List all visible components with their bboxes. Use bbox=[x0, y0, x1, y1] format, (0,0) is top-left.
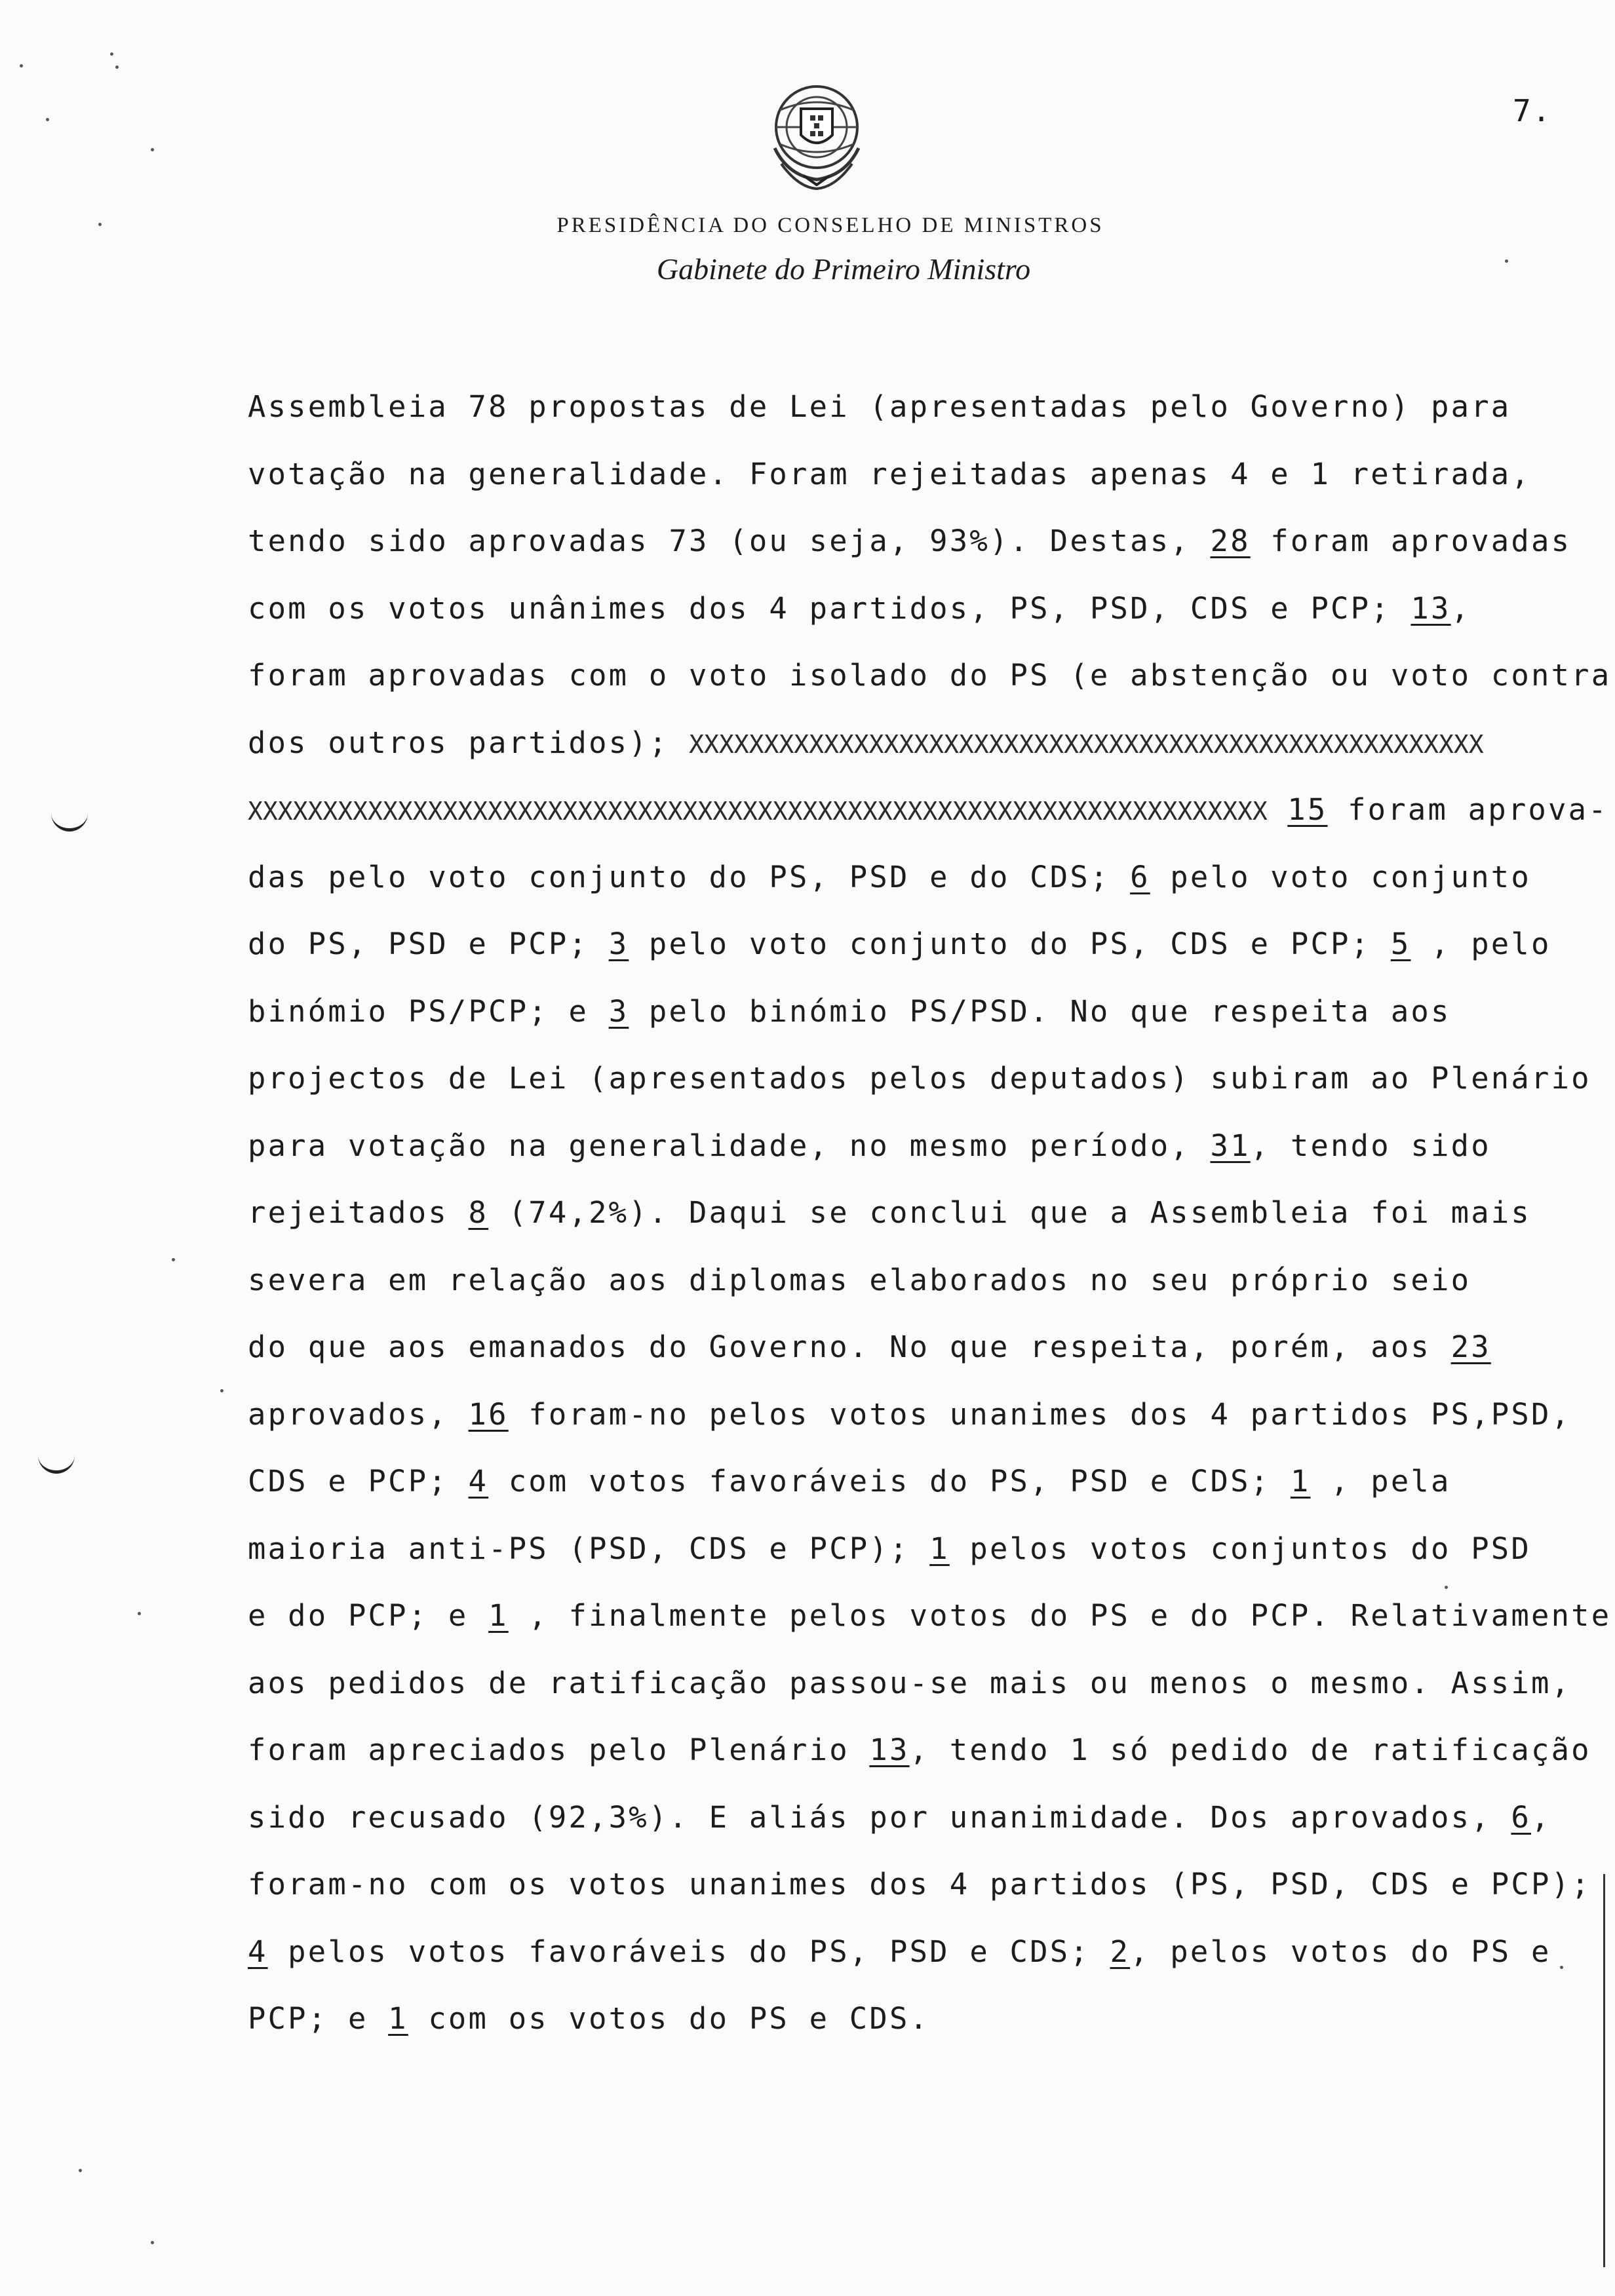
coat-of-arms-icon bbox=[762, 77, 872, 194]
text-line: foram-no com os votos unanimes dos 4 partidos (PS, PSD, CDS e PCP); bbox=[248, 1867, 1591, 1902]
text-line: CDS e PCP; 4 com votos favoráveis do PS, PSD e CDS; 1 , pela bbox=[248, 1464, 1451, 1499]
scan-speck bbox=[1505, 259, 1508, 263]
scan-edge-line bbox=[1603, 1874, 1605, 2267]
underlined-number: 31 bbox=[1210, 1128, 1251, 1163]
underlined-number: 23 bbox=[1450, 1330, 1491, 1364]
underlined-number: 1 bbox=[488, 1598, 509, 1633]
text-line: aprovados, 16 foram-no pelos votos unanimes dos 4 partidos PS,PSD, bbox=[248, 1396, 1572, 1432]
underlined-number: 16 bbox=[468, 1396, 509, 1432]
underlined-number: 1 bbox=[388, 2001, 408, 2036]
struck-out-text: XXXXXXXXXXXXXXXXXXXXXXXXXXXXXXXXXXXXXXXXXXXXXXXXXXXXX bbox=[689, 729, 1484, 759]
text-line: rejeitados 8 (74,2%). Daqui se conclui que a Assembleia foi mais bbox=[248, 1195, 1531, 1230]
text-line: projectos de Lei (apresentados pelos deputados) subiram ao Plenário bbox=[248, 1061, 1591, 1096]
underlined-number: 4 bbox=[248, 1934, 268, 1969]
text-line: e do PCP; e 1 , finalmente pelos votos do PS e do PCP. Relativamente bbox=[248, 1598, 1612, 1633]
page-number: 7. bbox=[1513, 93, 1552, 128]
underlined-number: 5 bbox=[1390, 927, 1411, 961]
text-line: sido recusado (92,3%). E aliás por unanimidade. Dos aprovados, 6, bbox=[248, 1799, 1551, 1835]
text-line: para votação na generalidade, no mesmo período, 31, tendo sido bbox=[248, 1128, 1491, 1163]
scan-speck bbox=[138, 1612, 141, 1615]
underlined-number: 13 bbox=[1411, 590, 1451, 626]
text-line: foram aprovadas com o voto isolado do PS (e abstenção ou voto contra bbox=[248, 658, 1612, 693]
struck-out-text: XXXXXXXXXXXXXXXXXXXXXXXXXXXXXXXXXXXXXXXXXXXXXXXXXXXXXXXXXXXXXXXXXXXX bbox=[248, 797, 1268, 826]
header-office: Gabinete do Primeiro Ministro bbox=[656, 252, 1031, 286]
underlined-number: 1 bbox=[1290, 1464, 1311, 1499]
document-body bbox=[248, 373, 1612, 2053]
scan-speck bbox=[220, 1389, 224, 1392]
underlined-number: 28 bbox=[1210, 524, 1251, 558]
scan-speck bbox=[115, 66, 119, 69]
underlined-number: 13 bbox=[869, 1732, 910, 1767]
underlined-number: 3 bbox=[608, 993, 629, 1029]
scan-speck bbox=[151, 148, 154, 151]
scan-speck bbox=[172, 1258, 175, 1261]
text-line: XXXXXXXXXXXXXXXXXXXXXXXXXXXXXXXXXXXXXXXXXXXXXXXXXXXXXXXXXXXXXXXXXXXX 15 foram aprova- bbox=[248, 792, 1608, 827]
text-line: das pelo voto conjunto do PS, PSD e do CDS; 6 pelo voto conjunto bbox=[248, 859, 1531, 894]
scan-speck bbox=[79, 2169, 82, 2172]
text-line: 4 pelos votos favoráveis do PS, PSD e CDS; 2, pelos votos do PS e bbox=[248, 1934, 1551, 1969]
text-line: com os votos unânimes dos 4 partidos, PS, PSD, CDS e PCP; 13, bbox=[248, 590, 1471, 626]
underlined-number: 6 bbox=[1511, 1799, 1531, 1835]
header-institution: PRESIDÊNCIA DO CONSELHO DE MINISTROS bbox=[556, 214, 1104, 237]
text-line: maioria anti-PS (PSD, CDS e PCP); 1 pelos votos conjuntos do PSD bbox=[248, 1531, 1531, 1566]
text-line: severa em relação aos diplomas elaborados no seu próprio seio bbox=[248, 1262, 1471, 1297]
text-line: do PS, PSD e PCP; 3 pelo voto conjunto do PS, CDS e PCP; 5 , pelo bbox=[248, 927, 1551, 961]
text-line: tendo sido aprovadas 73 (ou seja, 93%). Destas, 28 foram aprovadas bbox=[248, 524, 1572, 558]
underlined-number: 6 bbox=[1130, 859, 1150, 894]
text-line: foram apreciados pelo Plenário 13, tendo 1 só pedido de ratificação bbox=[248, 1732, 1591, 1767]
scan-speck bbox=[20, 64, 23, 67]
scan-speck bbox=[46, 118, 49, 121]
text-line: binómio PS/PCP; e 3 pelo binómio PS/PSD. No que respeita aos bbox=[248, 993, 1451, 1029]
scan-speck bbox=[151, 2241, 154, 2244]
text-line: dos outros partidos); XXXXXXXXXXXXXXXXXXXXXXXXXXXXXXXXXXXXXXXXXXXXXXXXXXXXX bbox=[248, 725, 1484, 760]
punch-hole-mark bbox=[51, 802, 88, 832]
scan-speck bbox=[98, 223, 102, 226]
scan-speck bbox=[1560, 1966, 1563, 1969]
underlined-number: 3 bbox=[608, 927, 629, 961]
scan-speck bbox=[1445, 1586, 1448, 1589]
text-line: votação na generalidade. Foram rejeitadas apenas 4 e 1 retirada, bbox=[248, 456, 1531, 491]
text-line: Assembleia 78 propostas de Lei (apresentadas pelo Governo) para bbox=[248, 389, 1511, 424]
scan-speck bbox=[110, 52, 113, 56]
underlined-number: 1 bbox=[929, 1531, 950, 1566]
underlined-number: 8 bbox=[468, 1195, 489, 1230]
underlined-number: 4 bbox=[468, 1464, 489, 1499]
punch-hole-mark bbox=[38, 1444, 75, 1474]
text-line: PCP; e 1 com os votos do PS e CDS. bbox=[248, 2001, 930, 2036]
underlined-number: 2 bbox=[1110, 1934, 1131, 1969]
text-line: aos pedidos de ratificação passou-se mais ou menos o mesmo. Assim, bbox=[248, 1665, 1572, 1700]
text-line: do que aos emanados do Governo. No que respeita, porém, aos 23 bbox=[248, 1330, 1491, 1364]
underlined-number: 15 bbox=[1287, 792, 1328, 827]
